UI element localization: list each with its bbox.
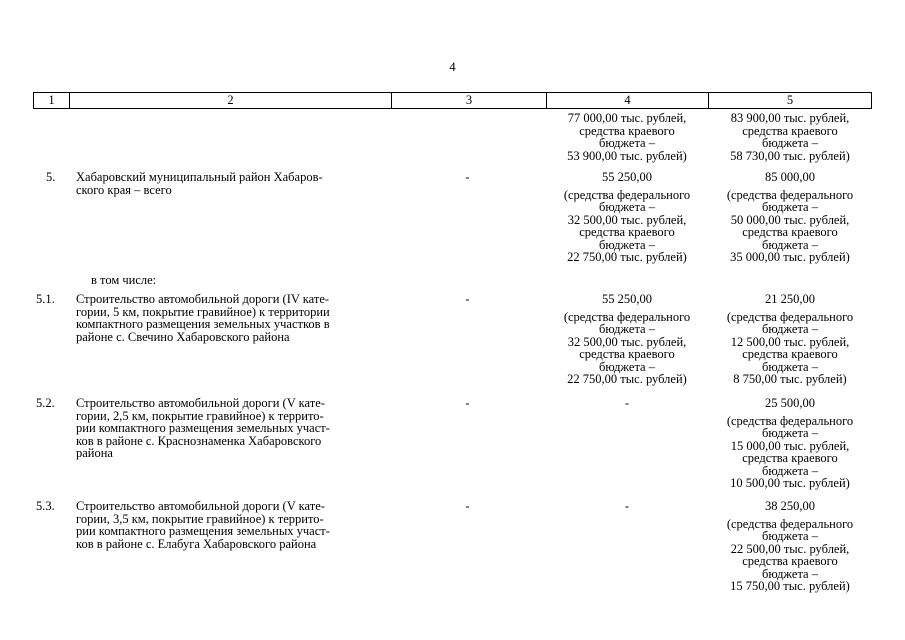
table-header-col-4: 4 — [546, 92, 708, 109]
row-col-5 — [708, 397, 872, 490]
row-col-3: - — [465, 499, 470, 513]
text-line: бюджета – — [762, 237, 818, 252]
row-col-4 — [547, 171, 707, 264]
table-header-col-1: 1 — [33, 92, 69, 109]
text-line: района — [76, 446, 113, 460]
text-line: 10 500,00 тыс. рублей) — [730, 476, 850, 490]
text-line: 32 500,00 тыс. рублей, — [567, 212, 687, 227]
row-col-4 — [547, 500, 707, 513]
text-line: средства краевого — [579, 347, 675, 361]
text-line: бюджета – — [762, 529, 818, 543]
text-line: средства краевого — [742, 123, 838, 138]
row-name — [76, 293, 386, 343]
text-line: бюджета – — [599, 359, 655, 374]
total-value: - — [624, 396, 630, 410]
text-line: средства краевого — [579, 123, 675, 138]
text-line: (средства федерального — [726, 309, 854, 324]
text-line: 50 000,00 тыс. рублей, — [730, 212, 850, 227]
table-header-col-3: 3 — [391, 92, 546, 109]
text-line: средства краевого — [742, 225, 838, 239]
total-value: 55 250,00 — [602, 292, 652, 306]
row-col-4 — [547, 397, 707, 410]
text-line: ского края – всего — [76, 182, 172, 197]
row-name — [76, 171, 386, 196]
text-line: 58 730,00 тыс. рублей) — [730, 148, 850, 163]
row-col-5 — [708, 171, 872, 264]
text-line: бюджета – — [762, 200, 818, 214]
text-line: 53 900,00 тыс. рублей) — [567, 148, 687, 163]
text-line: бюджета – — [762, 426, 818, 440]
text-line: средства краевого — [742, 451, 838, 465]
text-line: ков в районе с. Елабуга Хабаровского района — [76, 536, 317, 551]
text-line: 12 500,00 тыс. рублей, — [730, 334, 850, 349]
text-line: Строительство автомобильной дороги (IV кате- — [76, 292, 330, 306]
text-line: Хабаровский муниципальный район Хабаров- — [76, 170, 323, 184]
text-line: 22 500,00 тыс. рублей, — [730, 541, 850, 556]
text-line: Строительство автомобильной дороги (V кате- — [76, 499, 325, 513]
text-line: рии компактного размещения земельных участ- — [76, 421, 330, 435]
text-line: бюджета – — [599, 322, 655, 336]
row-number: 5. — [46, 170, 56, 184]
row-col-5 — [708, 293, 872, 386]
text-line: рии компактного размещения земельных участ- — [76, 524, 330, 538]
text-line: бюджета – — [762, 566, 818, 581]
text-line: 77 000,00 тыс. рублей, — [567, 111, 687, 125]
row-number: 5.3. — [36, 499, 55, 513]
text-line: (средства федерального — [563, 309, 691, 324]
text-line: 15 000,00 тыс. рублей, — [730, 438, 850, 453]
continuation-col-5 — [708, 112, 872, 162]
table-header-col-2: 2 — [69, 92, 391, 109]
text-line: бюджета – — [762, 136, 818, 150]
text-line: гории, 2,5 км, покрытие гравийное) к террито- — [76, 408, 324, 423]
text-line: 83 900,00 тыс. рублей, — [730, 111, 850, 125]
table-header-col-5: 5 — [708, 92, 872, 109]
row-col-3: - — [465, 170, 470, 184]
text-line: (средства федерального — [726, 187, 854, 202]
text-line: (средства федерального — [726, 516, 854, 531]
text-line: 15 750,00 тыс. рублей) — [730, 579, 850, 593]
text-line: (средства федерального — [563, 187, 691, 202]
text-line: 32 500,00 тыс. рублей, — [567, 334, 687, 349]
text-line: гории, 5 км, покрытие гравийное) к территории — [76, 304, 330, 319]
row-name — [76, 500, 386, 550]
row-number: 5.2. — [36, 396, 55, 410]
text-line: средства краевого — [742, 347, 838, 361]
total-value: 25 500,00 — [765, 396, 815, 410]
text-line: гории, 3,5 км, покрытие гравийное) к террито- — [76, 511, 324, 526]
row-number: 5.1. — [36, 292, 55, 306]
text-line: компактного размещения земельных участков в — [76, 317, 330, 331]
row-col-3: - — [465, 396, 470, 410]
total-value: 85 000,00 — [765, 170, 815, 184]
text-line: 8 750,00 тыс. рублей) — [733, 372, 847, 386]
total-value: 38 250,00 — [765, 499, 815, 513]
row-col-3: - — [465, 292, 470, 306]
text-line: 35 000,00 тыс. рублей) — [730, 250, 850, 264]
page-number: 4 — [449, 60, 456, 74]
text-line: бюджета – — [762, 359, 818, 374]
text-line: бюджета – — [762, 463, 818, 478]
text-line: (средства федерального — [726, 413, 854, 428]
text-line: бюджета – — [599, 200, 655, 214]
text-line: средства краевого — [579, 225, 675, 239]
text-line: 22 750,00 тыс. рублей) — [567, 250, 687, 264]
subheading: в том числе: — [91, 273, 157, 287]
text-line: Строительство автомобильной дороги (V кате- — [76, 396, 325, 410]
text-line: ков в районе с. Краснознаменка Хабаровского — [76, 433, 322, 448]
total-value: 21 250,00 — [765, 292, 815, 306]
row-col-5 — [708, 500, 872, 593]
row-name — [76, 397, 386, 460]
text-line: бюджета – — [599, 237, 655, 252]
total-value: - — [624, 499, 630, 513]
continuation-col-4 — [547, 112, 707, 162]
total-value: 55 250,00 — [602, 170, 652, 184]
text-line: бюджета – — [599, 136, 655, 150]
text-line: 22 750,00 тыс. рублей) — [567, 372, 687, 386]
text-line: районе с. Свечино Хабаровского района — [76, 329, 290, 344]
text-line: бюджета – — [762, 322, 818, 336]
row-col-4 — [547, 293, 707, 386]
text-line: средства краевого — [742, 554, 838, 568]
